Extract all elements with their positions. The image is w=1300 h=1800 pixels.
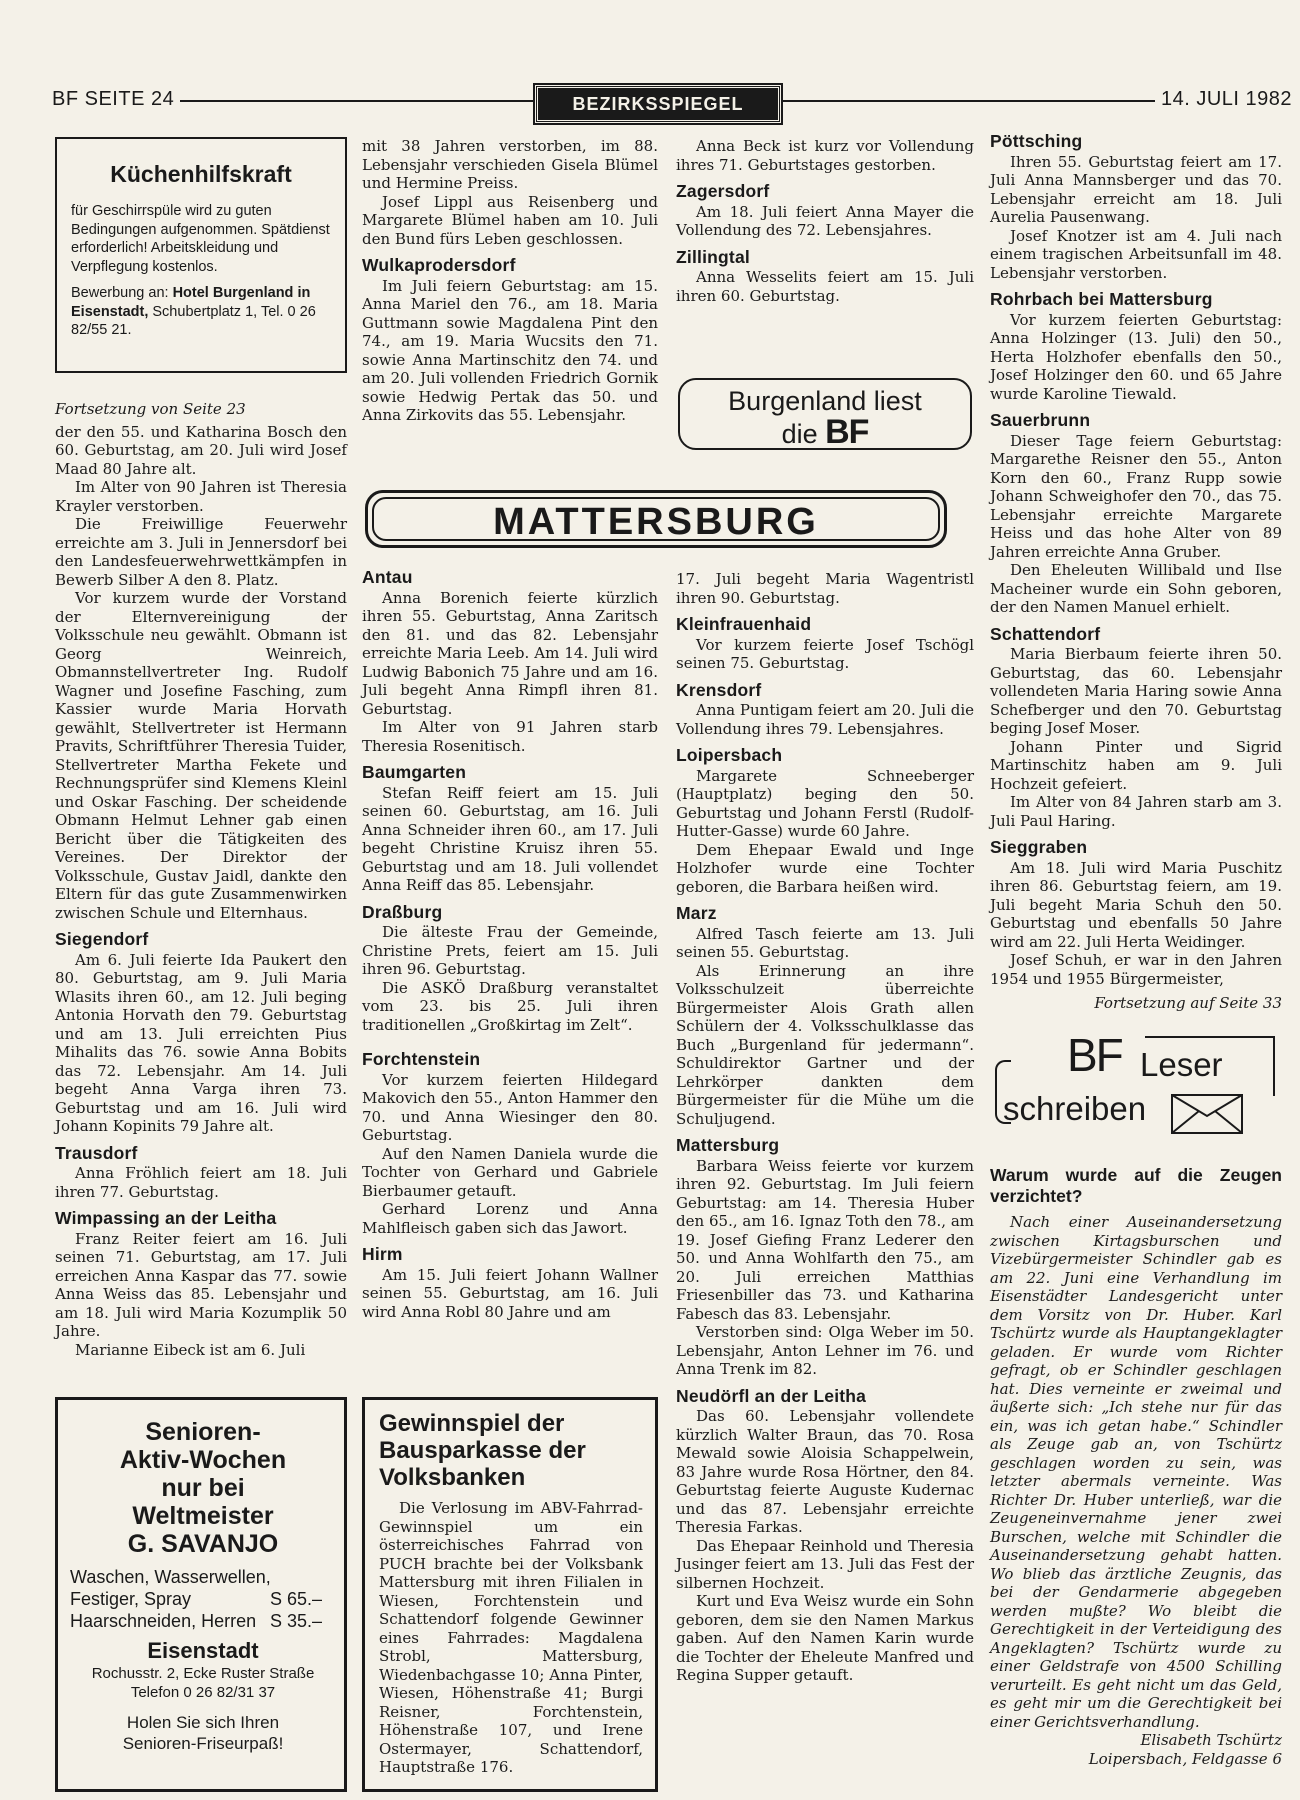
article-paragraph: der den 55. und Katharina Bosch den 60. Geburtstag, am 20. Juli wird Josef Maad 80 Jahre alt. bbox=[55, 422, 347, 478]
article-paragraph: Den Eheleuten Willibald und Ilse Macheiner wurde ein Sohn geboren, der den Namen Manuel erhielt. bbox=[990, 561, 1282, 616]
price-row: Festiger, Spray S 65.– bbox=[70, 1589, 322, 1609]
article-paragraph: Vor kurzem feierte Josef Tschögl seinen 75. Geburtstag. bbox=[676, 635, 974, 672]
issue-date: 14. JULI 1982 bbox=[1155, 88, 1292, 111]
article-paragraph: Stefan Reiff feiert am 15. Juli seinen 60. Geburtstag, am 16. Juli Anna Schneider ihren 60., am 17. Juli begeht Christine Kruisz ihren 55. Geburtstag und am 18. Juli vollendet Anna Reiff das 85. Lebensjahr. bbox=[362, 783, 658, 894]
column-3-mid bbox=[676, 570, 974, 1685]
column-2-mid bbox=[362, 568, 658, 1321]
page-number: BF SEITE 24 bbox=[52, 88, 180, 111]
section-heading: Draßburg bbox=[362, 901, 443, 922]
section-heading: Zillingtal bbox=[676, 246, 750, 267]
article-paragraph: Alfred Tasch feierte am 13. Juli seinen 55. Geburtstag. bbox=[676, 924, 974, 961]
article-paragraph: Marianne Eibeck ist am 6. Juli bbox=[75, 1340, 306, 1359]
section-heading: Zagersdorf bbox=[676, 181, 770, 201]
logo-rule bbox=[1145, 1036, 1275, 1038]
ad-kuechenhilfskraft bbox=[55, 137, 347, 373]
section-heading: Loipersbach bbox=[676, 745, 783, 765]
letter-body: Nach einer Auseinandersetzung zwischen Kirtagsburschen und Vizebürgermeister Schindler gab es am 22. Juni eine Verhandlung im Eisenstädter Landesgericht unter dem Vorsitz von Dr. Huber. Karl Tschürtz wurde als Hauptangeklagter geladen. Er wurde vom Richter gefragt, ob er Schindler geschlagen hat. Dies verneinte er zweimal und äußerte sich: „Ich stehe nur für das ein, was ich getan habe.“ Schindler als Zeuge gab an, von Tschürtz geschlagen worden zu sein, was letzter abermals verneinte. Was Richter Dr. Huber unterließ, war die Zeugeneinvernahme jener zwei Burschen, welche mit Schindler die Auseinandersetzung gehabt hatten. Wo blieb das ärztliche Zeugnis, das bei der Gendarmerie abgegeben werden mußte? Wo bleibt die Gerechtigkeit in der Verteidigung des Angeklagten? Tschürtz wurde zu einer Geldstrafe von 4500 Schilling verurteilt. Es geht nicht um das Geld, es geht mir um die Gerechtigkeit bei einer Gerichtsverhandlung. bbox=[990, 1213, 1282, 1731]
article-paragraph: Dieser Tage feiern Geburtstag: Margarethe Reisner den 55., Anton Korn den 60., Franz Rupp sowie Johann Schweighofer den 70., das 75. Lebensjahr erreichte Margarete Heiss und das hohe Alter von 89 Jahren erreichte Anna Gruber. bbox=[990, 431, 1282, 561]
article-paragraph: Josef Schuh, er war in den Jahren 1954 und 1955 Bürgermeister, bbox=[990, 951, 1282, 988]
ad-city: Eisenstadt bbox=[147, 1638, 259, 1663]
article-paragraph: Gerhard Lorenz und Anna Mahlfleisch gaben sich das Jawort. bbox=[362, 1200, 658, 1237]
district-title: MATTERSBURG bbox=[372, 497, 940, 541]
article-paragraph: Maria Bierbaum feierte ihren 50. Geburtstag, das 60. Lebensjahr vollendeten Maria Haring sowie Anna Schefberger und den 70. Geburtstag beging Josef Moser. bbox=[990, 645, 1282, 737]
ad-body: für Geschirrspüle wird zu guten Bedingungen aufgenommen. Spätdienst erforderlich! Arbeitskleidung und Verpflegung kostenlos. bbox=[71, 203, 330, 275]
section-heading: Neudörfl an der Leitha bbox=[676, 1385, 867, 1406]
article-paragraph: Anna Fröhlich feiert am 18. Juli ihren 77. Geburtstag. bbox=[55, 1164, 347, 1201]
ad-title: Gewinnspiel der Bausparkasse der Volksbanken bbox=[379, 1410, 586, 1491]
article-paragraph: Margarete Schneeberger (Hauptplatz) beging den 50. Geburtstag und Johann Ferstl (Rudolf-Hutter-Gasse) wurde 60 Jahre. bbox=[676, 766, 974, 840]
article-paragraph: Barbara Weiss feierte vor kurzem ihren 92. Geburtstag. Im Juli feiern Geburtstag: am 14. Theresia Huber den 65., am 16. Ignaz Toth den 78., am 19. Josef Giefing Franz Lederer den 50. und Anna Wohlfarth den 75., am 20. Juli erreichen Matthias Friesenbiller das 73. und Katharina Fabesch das 83. Lebensjahr. bbox=[676, 1156, 974, 1323]
section-heading: Pöttsching bbox=[990, 131, 1083, 151]
logo-line: Leser bbox=[1140, 1046, 1223, 1083]
continued-from: Fortsetzung von Seite 23 bbox=[55, 400, 246, 418]
ad-title: Küchenhilfskraft bbox=[110, 161, 292, 187]
promo-line: Burgenland liest bbox=[728, 386, 922, 416]
ad-body: Die Verlosung im ABV-Fahrrad-Gewinnspiel um ein österreichisches Fahrrad von PUCH brachte bei der Volksbank Mattersburg mit ihren Filialen in Wiesen, Forchtenstein und Schattendorf folgende Gewinner eines Fahrrades: Magdalena Strobl, Mattersburg, Wiedenbachgasse 10; Anna Pinter, Wiesen, Höhenstraße 41; Burgi Reisner, Forchtenstein, Höhenstraße 107, und Irene Ostermayer, Schattendorf, Hauptstraße 176. bbox=[379, 1499, 643, 1776]
envelope-icon bbox=[1171, 1094, 1243, 1134]
column-2-top bbox=[362, 137, 658, 425]
ad-senioren-friseur bbox=[55, 1397, 347, 1792]
column-4 bbox=[990, 132, 1282, 1019]
article-paragraph: Im Alter von 84 Jahren starb am 3. Juli Paul Haring. bbox=[990, 793, 1282, 830]
price-row: Waschen, Wasserwellen, bbox=[70, 1567, 271, 1587]
ad-contact: Bewerbung an: Hotel Burgenland in Eisenstadt, Schubertplatz 1, Tel. 0 26 82/55 21. bbox=[71, 285, 316, 338]
article-paragraph: Im Alter von 90 Jahren ist Theresia Krayler verstorben. bbox=[55, 478, 347, 515]
section-heading: Wimpassing an der Leitha bbox=[55, 1208, 277, 1228]
section-heading: Sieggraben bbox=[990, 837, 1088, 857]
article-paragraph: Franz Reiter feiert am 16. Juli seinen 71. Geburtstag, am 17. Juli erreichen Anna Kaspar das 77. sowie Anna Weiss das 85. Lebensjahr und am 18. Juli wird Maria Kozumplik 50 Jahre. bbox=[55, 1229, 347, 1340]
article-paragraph: Auf den Namen Daniela wurde die Tochter von Gerhard und Gabriele Bierbaumer getauft. bbox=[362, 1144, 658, 1200]
article-paragraph: Anna Puntigam feiert am 20. Juli die Vollendung ihres 79. Lebensjahres. bbox=[676, 701, 974, 738]
section-heading: Antau bbox=[362, 567, 413, 587]
article-paragraph: Kurt und Eva Weisz wurde ein Sohn geboren, dem sie den Namen Markus gaben. Auf den Namen Karin wurde die Tochter der Eheleute Manfred und Regina Supper getauft. bbox=[676, 1592, 974, 1684]
article-paragraph: Als Erinnerung an ihre Volksschulzeit überreichte Bürgermeister Alois Grath allen Schülern der 4. Volksschulklasse das Buch „Burgenland für jedermann“. Schuldirektor Gartner und der Lehrkörper dankten dem Bürgermeister für die Mühe um die Schuljugend. bbox=[676, 961, 974, 1128]
ad-phone: Telefon 0 26 82/31 37 bbox=[130, 1684, 276, 1701]
section-heading: Baumgarten bbox=[362, 762, 467, 782]
ad-title-line: nur bei bbox=[161, 1474, 245, 1502]
article-paragraph: Josef Knotzer ist am 4. Juli nach einem tragischen Arbeitsunfall im 48. Lebensjahr verstorben. bbox=[990, 226, 1282, 282]
section-heading: Trausdorf bbox=[55, 1142, 138, 1163]
article-paragraph: Anna Wesselits feiert am 15. Juli ihren 60. Geburtstag. bbox=[676, 268, 974, 305]
district-banner bbox=[365, 490, 947, 548]
ad-title-line: Weltmeister bbox=[132, 1502, 274, 1530]
section-heading: Rohrbach bei Mattersburg bbox=[990, 289, 1213, 309]
article-paragraph: Johann Pinter und Sigrid Martinschitz haben am 9. Juli Hochzeit gefeiert. bbox=[990, 737, 1282, 793]
article-paragraph: Josef Lippl aus Reisenberg und Margarete Blümel haben am 10. Juli den Bund fürs Leben geschlossen. bbox=[362, 192, 658, 248]
ad-footer: Holen Sie sich Ihren Senioren-Friseurpaß! bbox=[122, 1713, 284, 1753]
article-paragraph: Vor kurzem wurde der Vorstand der Elternvereinigung der Volksschule neu gewählt. Obmann ist Georg Weinreich, Obmannstellvertreter Ing. Rudolf Wagner und Josefine Fasching, zum Kassier wurde Maria Horvath gewählt, Stellvertreter ist Hermann Pravits, Schriftführer Theresia Tuider, Stellvertreter Martha Fekete und Rechnungsprüfer sind Klemens Kleinl und Oskar Fasching. Der scheidende Obmann Helmut Lehner gab einen Bericht über die Tätigkeiten des Vereines. Der Direktor der Volksschule, Gustav Jaidl, dankte den Eltern für das gute Zusammenwirken zwischen Schule und Elternhaus. bbox=[55, 589, 347, 922]
section-heading: Marz bbox=[676, 903, 717, 923]
article-paragraph: Im Juli feiern Geburtstag: am 15. Anna Mariel den 76., am 18. Maria Guttmann sowie Magdalena Pint den 74., am 19. Maria Wucsits den 71. sowie Anna Martinschitz den 74. und am 20. Juli vollenden Friedrich Gornik sowie Hedwig Pertak das 50. und Anna Zirkovits das 55. Lebensjahr. bbox=[362, 276, 658, 424]
reader-letter bbox=[990, 1165, 1282, 1768]
logo-rule bbox=[1273, 1036, 1275, 1096]
article-paragraph: Die Freiwillige Feuerwehr erreichte am 3. Juli in Jennersdorf bei den Landesfeuerwehrwettkämpfen in Bewerb Silber A den 8. Platz. bbox=[55, 515, 347, 589]
section-heading: Siegendorf bbox=[55, 929, 149, 949]
section-heading: Schattendorf bbox=[990, 623, 1101, 644]
ad-title-line: Senioren- bbox=[145, 1418, 261, 1446]
bf-logo: BF bbox=[825, 413, 869, 451]
article-paragraph: Anna Beck ist kurz vor Vollendung ihres 71. Geburtstages gestorben. bbox=[676, 137, 974, 174]
price-row: Haarschneiden, Herren S 35.– bbox=[70, 1611, 322, 1631]
continued-to: Fortsetzung auf Seite 33 bbox=[1094, 994, 1282, 1012]
section-heading: Kleinfrauenhaid bbox=[676, 614, 812, 634]
letter-address: Loipersbach, Feldgasse 6 bbox=[1088, 1749, 1282, 1768]
promo-burgenland-liest bbox=[678, 378, 972, 450]
article-paragraph: Das 60. Lebensjahr vollendete kürzlich Walter Braun, das 70. Rosa Mewald sowie Aloisia Schappelwein, 83 Jahre wurde Rosa Hörtner, den 84. Geburtstag feierte Auguste Kudernac und das 87. Lebensjahr erreichte Theresia Farkas. bbox=[676, 1407, 974, 1536]
logo-line: schreiben bbox=[1003, 1090, 1147, 1127]
article-paragraph: Am 18. Juli feiert Anna Mayer die Vollendung des 72. Lebensjahres. bbox=[676, 202, 974, 239]
article-paragraph: 17. Juli begeht Maria Wagentristl ihren 90. Geburtstag. bbox=[676, 570, 974, 607]
section-heading: Wulkaprodersdorf bbox=[362, 255, 516, 275]
article-paragraph: Das Ehepaar Reinhold und Theresia Jusinger feiert am 13. Juli das Fest der silbernen Hochzeit. bbox=[676, 1536, 974, 1592]
promo-line: die BF bbox=[781, 413, 869, 451]
article-paragraph: Die ASKÖ Draßburg veranstaltet vom 23. bis 25. Juli ihren traditionellen „Großkirtag im Zelt“. bbox=[362, 978, 658, 1034]
article-paragraph: Vor kurzem feierten Geburtstag: Anna Holzinger (13. Juli) den 50., Herta Holzhofer ebenfalls den 50., Josef Holzinger den 60. und 65 Jahre wurde Karoline Tiewald. bbox=[990, 310, 1282, 403]
column-1 bbox=[55, 396, 347, 1359]
section-heading: Hirm bbox=[362, 1244, 403, 1264]
article-paragraph: Dem Ehepaar Ewald und Inge Holzhofer wurde eine Tochter geboren, die Barbara heißen wird. bbox=[676, 840, 974, 896]
article-paragraph: Die älteste Frau der Gemeinde, Christine Prets, feiert am 15. Juli ihren 96. Geburtstag. bbox=[362, 923, 658, 978]
article-paragraph: Anna Borenich feierte kürzlich ihren 55. Geburtstag, Anna Zaritsch den 81. und das 82. Lebensjahr erreichte Maria Leeb. Am 14. Juli wird Ludwig Babonich 75 Jahre und am 16. Juli begeht Anna Rimpfl ihren 81. Geburtstag. bbox=[362, 588, 658, 718]
article-paragraph: Im Alter von 91 Jahren starb Theresia Rosenitisch. bbox=[362, 718, 658, 755]
ad-title-line: Aktiv-Wochen bbox=[119, 1446, 287, 1474]
letter-author: Elisabeth Tschürtz bbox=[1140, 1731, 1282, 1749]
letters-section-logo bbox=[995, 1029, 1277, 1142]
ad-gewinnspiel bbox=[362, 1397, 658, 1792]
section-heading: Sauerbrunn bbox=[990, 410, 1091, 430]
letter-title: Warum wurde auf die Zeugen verzichtet? bbox=[990, 1165, 1282, 1206]
ad-address: Rochusstr. 2, Ecke Ruster Straße bbox=[91, 1665, 315, 1682]
ad-title-line: G. SAVANJO bbox=[127, 1530, 279, 1558]
section-title: BEZIRKSSPIEGEL bbox=[535, 85, 781, 123]
article-paragraph: Vor kurzem feierten Hildegard Makovich den 55., Anton Hammer den 70. und Anna Wiesinger den 80. Geburtstag. bbox=[362, 1070, 658, 1144]
article-paragraph: Am 18. Juli wird Maria Puschitz ihren 86. Geburtstag feiern, am 19. Juli begeht Maria Schuh den 50. Geburtstag und ebenfalls 50 Jahre wird am 22. Juli Herta Weidinger. bbox=[990, 858, 1282, 951]
article-paragraph: Verstorben sind: Olga Weber im 50. Lebensjahr, Anton Lehner im 76. und Anna Trenk im 82. bbox=[676, 1323, 974, 1378]
bf-logo: BF bbox=[1067, 1029, 1122, 1081]
section-heading: Krensdorf bbox=[676, 679, 762, 700]
section-heading: Mattersburg bbox=[676, 1135, 780, 1155]
column-3-top bbox=[676, 137, 974, 305]
article-paragraph: mit 38 Jahren verstorben, im 88. Lebensjahr verschieden Gisela Blümel und Hermine Preiss. bbox=[362, 137, 658, 192]
article-paragraph: Ihren 55. Geburtstag feiert am 17. Juli Anna Mannsberger und das 70. Lebensjahr erreicht am 18. Juli Aurelia Pausenwang. bbox=[990, 152, 1282, 226]
article-paragraph: Am 6. Juli feierte Ida Paukert den 80. Geburtstag, am 9. Juli Maria Wlasits ihren 60., am 12. Juli beging Antonia Horvath den 79. Geburtstag und am 13. Juli erreichten Pius Mihalits das 76. sowie Anna Bobits das 72. Lebensjahr. Am 14. Juli begeht Anna Varga ihren 73. Geburtstag und am 16. Juli wird Johann Kopinits 79 Jahre alt. bbox=[55, 950, 347, 1135]
section-heading: Forchtenstein bbox=[362, 1049, 481, 1069]
article-paragraph: Am 15. Juli feiert Johann Wallner seinen 55. Geburtstag, am 16. Juli wird Anna Robl 80 Jahre und am bbox=[362, 1265, 658, 1321]
